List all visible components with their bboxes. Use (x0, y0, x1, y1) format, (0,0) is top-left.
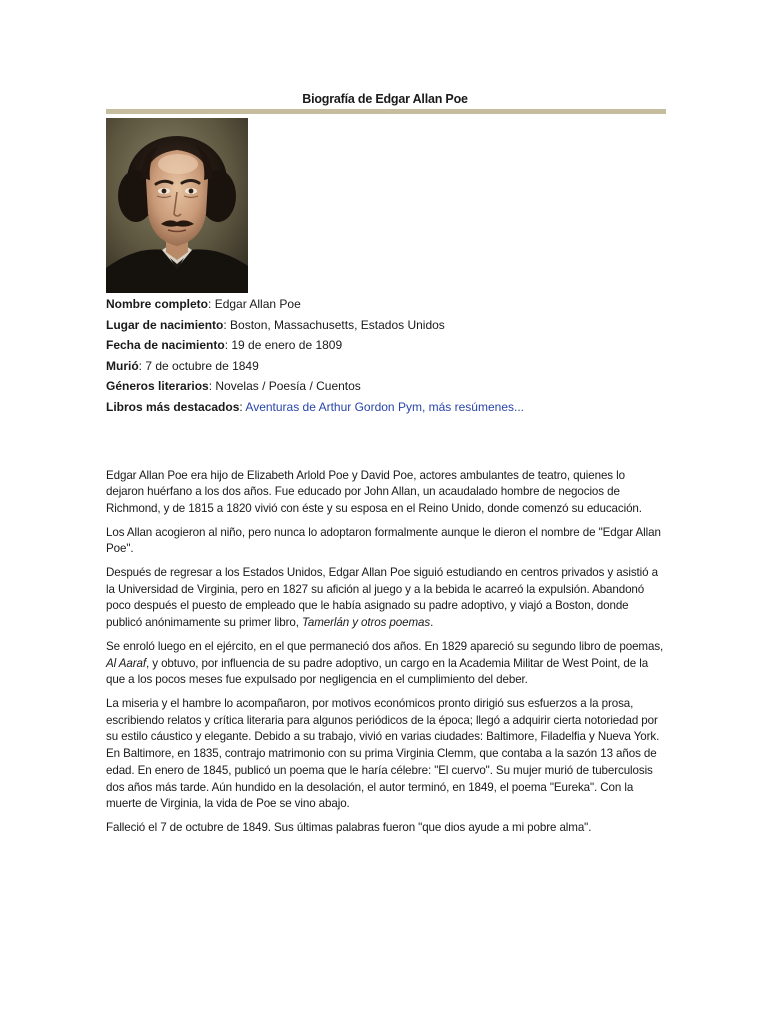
fact-birthplace: Lugar de nacimiento: Boston, Massachusetts, Estados Unidos (106, 317, 445, 332)
paragraph-6: Falleció el 7 de octubre de 1849. Sus últimas palabras fueron "que dios ayude a mi pobre alma". (106, 820, 592, 834)
fact-value: 7 de octubre de 1849 (145, 358, 259, 373)
fact-label: Lugar de nacimiento (106, 317, 224, 332)
fact-label: Géneros literarios (106, 379, 209, 394)
link-separator: , (421, 399, 429, 414)
biography-text (106, 468, 664, 837)
fact-value: Boston, Massachusetts, Estados Unidos (230, 317, 445, 332)
paragraph-4 (106, 639, 664, 689)
more-summaries-link[interactable]: más resúmenes... (428, 399, 524, 414)
paragraph-1: Edgar Allan Poe era hijo de Elizabeth Arlold Poe y David Poe, actores ambulantes de teatro, quienes lo dejaron huérfano a los dos años. Fue educado por John Allan, un acaudalado hombre de negocios de Richmond, y de 1815 a 1820 vivió con éste y su esposa en el Reino Unido, donde comenzó su educación. (106, 468, 642, 515)
fact-full-name: Nombre completo: Edgar Allan Poe (106, 297, 301, 311)
fact-label: Libros más destacados (106, 399, 240, 414)
fact-value: Novelas / Poesía / Cuentos (215, 379, 361, 394)
author-portrait (106, 118, 248, 293)
fact-label: Nombre completo (106, 297, 209, 311)
page-title: Biografía de Edgar Allan Poe (302, 92, 468, 106)
book-title-tamerlan: Tamerlán y otros poemas (301, 616, 431, 630)
fact-death: Murió: 7 de octubre de 1849 (106, 358, 259, 373)
fact-label: Fecha de nacimiento (106, 338, 225, 353)
document-page (106, 92, 664, 844)
paragraph-4-end: , y obtuvo, por influencia de su padre adoptivo, un cargo en la Academia Militar de West Point, de la que a los pocos meses fue expulsado por negligencia en el cumplimiento del deber. (106, 656, 649, 687)
paragraph-5: La miseria y el hambre lo acompañaron, por motivos económicos pronto dirigió sus esfuerzos a la prosa, escribiendo relatos y crítica literaria para algunos periódicos de la época; llegó a adquirir cierta notoriedad por su estilo cáustico y elegante. Debido a su trabajo, vivió en varias ciudades: Baltimore, Filadelfia y Nueva York. En Baltimore, en 1835, contrajo matrimonio con su prima Virginia Clemm, que contaba a la sazón 13 años de edad. En enero de 1845, publicó un poema que le haría célebre: "El cuervo". Su mujer murió de tuberculosis dos años más tarde. Aún hundido en la desolación, el autor terminó, en 1849, el poema "Eureka". Con la muerte de Virginia, la vida de Poe se vino abajo. (106, 697, 660, 811)
fact-value: Edgar Allan Poe (214, 297, 301, 311)
fact-genres: Géneros literarios: Novelas / Poesía / Cuentos (106, 379, 361, 394)
fact-value: 19 de enero de 1809 (231, 338, 343, 353)
paragraph-4-text: Se enroló luego en el ejército, en el que permaneció dos años. En 1829 apareció su segundo libro de poemas, (106, 639, 664, 653)
biography-facts (106, 294, 664, 418)
book-title-al-aaraf: Al Aaraf (106, 656, 147, 670)
fact-birthdate: Fecha de nacimiento: 19 de enero de 1809 (106, 338, 343, 353)
title-underline-rule (106, 109, 666, 114)
fact-label: Murió (106, 358, 139, 373)
paragraph-2: Los Allan acogieron al niño, pero nunca lo adoptaron formalmente aunque le dieron el nombre de "Edgar Allan Poe". (106, 525, 661, 556)
paragraph-3-end: . (430, 616, 434, 630)
book-link-arthur-gordon-pym[interactable]: Aventuras de Arthur Gordon Pym (245, 399, 422, 414)
paragraph-3 (106, 565, 664, 632)
paragraph-3-text: Después de regresar a los Estados Unidos, Edgar Allan Poe siguió estudiando en centros privados y asistió a la Universidad de Virginia, pero en 1827 su afición al juego y a la bebida le acarreó la expulsión. Abandonó poco después el puesto de empleado que le había asignado su padre adoptivo, y viajó a Boston, donde publicó anónimamente su primer libro, (106, 566, 658, 630)
fact-books: Libros más destacados: Aventuras de Arthur Gordon Pym, más resúmenes... (106, 399, 524, 414)
